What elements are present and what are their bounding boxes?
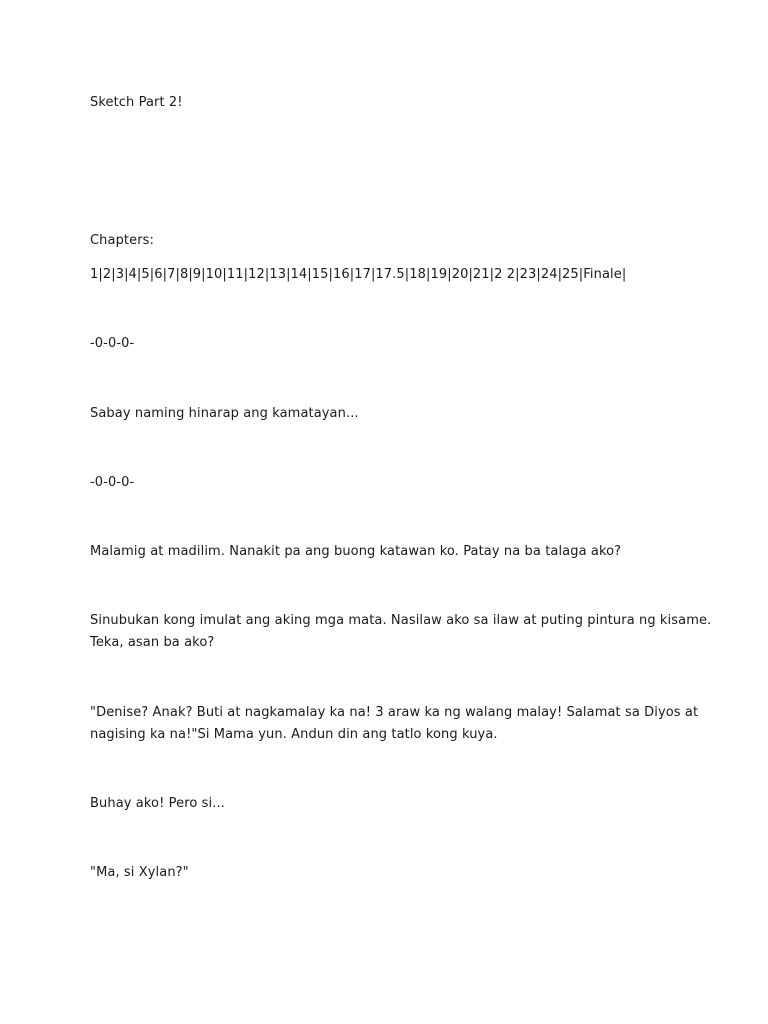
story-paragraph [90,541,690,563]
paragraph-line: "Ma, si Xylan?" [90,865,189,880]
paragraph-line: "Denise? Anak? Buti at nagkamalay ka na! 3 araw ka ng walang malay! Salamat sa Diyos at [90,705,699,720]
chapters-label: Chapters: [90,233,155,248]
separator: -0-0-0- [90,336,135,351]
paragraph-line: Malamig at madilim. Nanakit pa ang buong katawan ko. Patay na ba talaga ako? [90,544,622,559]
story-paragraph [90,610,712,654]
document-title: Sketch Part 2! [90,95,183,110]
chapters-list: 1|2|3|4|5|6|7|8|9|10|11|12|13|14|15|16|17|17.5|18|19|20|21|2 2|23|24|25|Finale| [90,267,627,282]
story-paragraph [90,793,690,815]
paragraph-line: nagising ka na!"Si Mama yun. Andun din ang tatlo kong kuya. [90,727,498,742]
story-paragraph [90,862,690,884]
separator: -0-0-0- [90,475,135,490]
paragraph-line: Teka, asan ba ako? [90,635,215,650]
paragraph-line: Sinubukan kong imulat ang aking mga mata. Nasilaw ako sa ilaw at puting pintura ng kisame. [90,613,712,628]
summary-text: Sabay naming hinarap ang kamatayan... [90,406,359,421]
story-paragraph [90,702,699,746]
paragraph-line: Buhay ako! Pero si... [90,796,225,811]
